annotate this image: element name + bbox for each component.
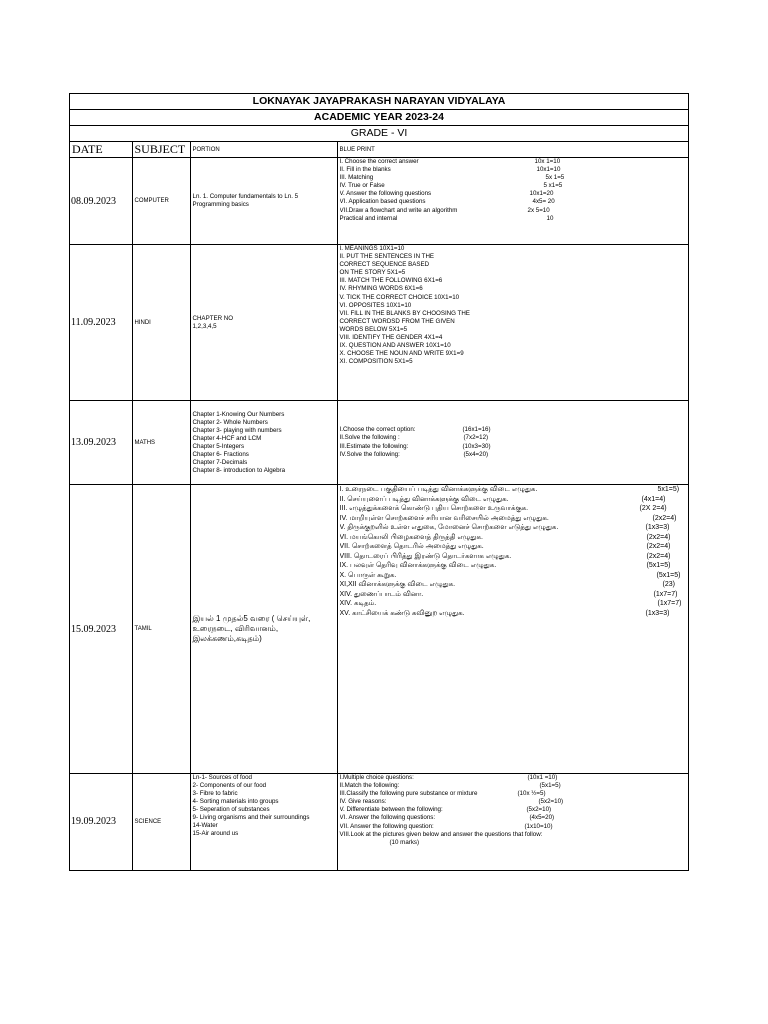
portion-line: Chapter 8- introduction to Algebra [192, 466, 286, 474]
subject-name: HINDI [132, 245, 190, 401]
blueprint-line [340, 774, 687, 782]
blueprint-line [340, 609, 687, 619]
academic-year: ACADEMIC YEAR 2023-24 [70, 110, 688, 126]
blueprint-line [340, 590, 687, 600]
blueprint-line: VI. OPPOSITES 10X1=10 [339, 301, 412, 309]
portion-line: உரைநடை, விரிவானம், [192, 624, 279, 633]
blueprint-marks: (5x1=5) [646, 562, 671, 569]
header-blueprint: BLUE PRINT [337, 142, 688, 158]
blueprint-line: (10 marks) [389, 838, 420, 846]
portion-line: 9- Living organisms and their surroundings [192, 814, 310, 821]
blueprint-text: VI. Application based questions [339, 198, 426, 206]
blueprint-line [340, 174, 687, 182]
portion-line: இயல் 1 முதல்5 வரை ( செய்யுள், [192, 614, 311, 623]
blueprint-line [340, 823, 687, 831]
blueprint-line: XI. COMPOSITION 5X1=5 [339, 358, 413, 366]
blueprint-cell [337, 774, 688, 870]
portion-cell [190, 401, 337, 485]
header-subject: SUBJECT [132, 142, 190, 158]
blueprint-text: I. Choose the correct answer [339, 158, 419, 165]
blueprint-marks: (1x10=10) [524, 822, 553, 830]
blueprint-text: V. Differentiate between the following: [339, 806, 443, 814]
exam-date: 11.09.2023 [70, 245, 132, 401]
portion-line: Chapter 1-Knowing Our Numbers [192, 410, 285, 418]
blueprint-line [340, 514, 687, 524]
blueprint-line [340, 207, 687, 215]
blueprint-marks: (2x2=4) [652, 514, 677, 522]
portion-line: இலக்கணம்,கடிதம்) [192, 634, 262, 643]
blueprint-marks: (10x1 =10) [527, 774, 558, 781]
blueprint-line: ON THE STORY 5X1=5 [339, 269, 406, 277]
portion-line: 3- Fibre to fabric [192, 790, 238, 797]
blueprint-marks: (4x1=4) [641, 495, 666, 503]
portion-line: Chapter 3- playing with numbers [192, 426, 282, 434]
header-portion: PORTION [190, 142, 337, 158]
blueprint-text: III.Estimate the following: [339, 442, 409, 450]
blueprint-text: III.Classify the following pure substance or mixture [339, 790, 478, 798]
exam-schedule-table [70, 142, 688, 870]
exam-date: 15.09.2023 [70, 485, 132, 774]
blueprint-line: V. TICK THE CORRECT CHOICE 10X1=10 [339, 293, 460, 301]
blueprint-line [340, 485, 687, 495]
blueprint-text: I.Choose the correct option: [339, 426, 416, 434]
blueprint-marks: 2x 5=10 [527, 206, 550, 214]
portion-line: 14-Water [192, 822, 218, 829]
portion-cell [190, 774, 337, 870]
portion-cell [190, 485, 337, 774]
blueprint-marks: (23) [662, 581, 675, 588]
blueprint-line [340, 523, 687, 533]
blueprint-text: XIV. கடிதம். [339, 600, 377, 607]
blueprint-line [340, 580, 687, 590]
blueprint-text: V. Answer the following questions [339, 190, 432, 198]
blueprint-marks: 10 [546, 214, 554, 222]
blueprint-text: VII. Answer the following question: [339, 822, 434, 830]
blueprint-line [340, 451, 687, 459]
blueprint-line [340, 158, 687, 166]
portion-line: 15-Air around us [192, 830, 239, 837]
blueprint-line: I. MEANINGS 10X1=10 [339, 245, 405, 252]
blueprint-marks: 10x1=20 [529, 190, 554, 198]
blueprint-line: VII. FILL IN THE BLANKS BY CHOOSING THE [339, 309, 470, 317]
portion-cell [190, 158, 337, 245]
blueprint-text: III. எழுத்துக்களைக் கொண்டு புதிய சொற்களை உருவாக்குக. [339, 505, 529, 512]
blueprint-line: CORRECT SEQUENCE BASED [339, 261, 430, 269]
timetable-sheet [69, 93, 689, 871]
blueprint-line [340, 504, 687, 514]
blueprint-marks: (1x3=3) [645, 609, 670, 617]
portion-line: Programming basics [192, 201, 249, 208]
blueprint-line: IV. RHYMING WORDS 6X1=6 [339, 285, 423, 293]
subject-name: SCIENCE [132, 774, 190, 870]
blueprint-marks: (1x7=7) [653, 590, 678, 598]
blueprint-text: II. செய்யுளைப் படித்து வினாக்களுக்கு விடை எழுதுக. [339, 495, 509, 503]
blueprint-text: II.Solve the following : [339, 434, 400, 442]
portion-line: Ln-1- Sources of food [192, 774, 253, 781]
portion-line: Chapter 4-HCF and LCM [192, 434, 262, 442]
blueprint-line [340, 182, 687, 190]
blueprint-line [340, 798, 687, 806]
school-name: LOKNAYAK JAYAPRAKASH NARAYAN VIDYALAYA [70, 94, 688, 110]
blueprint-marks: 5x1=5) [657, 486, 680, 493]
blueprint-line [340, 552, 687, 562]
blueprint-text: IV. Give reasons: [339, 798, 387, 806]
blueprint-text: IV.Solve the following: [339, 450, 400, 458]
blueprint-line [340, 190, 687, 198]
blueprint-marks: (2X 2=4) [639, 505, 667, 512]
blueprint-line [340, 215, 687, 223]
blueprint-line [340, 599, 687, 609]
blueprint-line [340, 533, 687, 543]
header-date: DATE [70, 142, 132, 158]
blueprint-line [340, 166, 687, 174]
portion-cell [190, 245, 337, 401]
blueprint-line [340, 571, 687, 581]
blueprint-line [340, 782, 687, 790]
blueprint-marks: 4x5= 20 [532, 198, 555, 206]
portion-line: 2- Components of our food [192, 782, 267, 789]
blueprint-cell [337, 245, 688, 401]
blueprint-marks: (5x1=5) [539, 782, 561, 790]
blueprint-line: VIII.Look at the pictures given below and answer the questions that follow: [339, 830, 543, 838]
subject-name: COMPUTER [132, 158, 190, 245]
blueprint-text: Practical and internal [339, 214, 398, 222]
blueprint-text: X. பொருள் கூறுக. [339, 571, 397, 579]
blueprint-marks: (5x1=5) [656, 571, 681, 579]
portion-line: Chapter 5-Integers [192, 442, 245, 450]
blueprint-line: X. CHOOSE THE NOUN AND WRITE 9X1=9 [339, 350, 464, 358]
exam-date: 13.09.2023 [70, 401, 132, 485]
row-science [70, 774, 688, 870]
blueprint-marks: (10x ½=5) [517, 790, 546, 798]
blueprint-text: VI. Answer the following questions: [339, 814, 436, 822]
blueprint-marks: 5 x1=5 [543, 182, 563, 190]
exam-date: 19.09.2023 [70, 774, 132, 870]
blueprint-cell [337, 485, 688, 774]
blueprint-text: XI,XII வினாக்களுக்கு விடை எழுதுக. [339, 581, 456, 588]
portion-line: Chapter 6- Fractions [192, 450, 249, 458]
grade-label: GRADE - VI [70, 126, 688, 142]
table-header-row [70, 142, 688, 158]
blueprint-marks: (7x2=12) [463, 434, 489, 442]
blueprint-line: VIII. IDENTIFY THE GENDER 4X1=4 [339, 334, 443, 342]
portion-line: CHAPTER NO [192, 314, 234, 322]
blueprint-text: IX. பலவுள் தெரிவு வினாக்களுக்கு விடை எழுதுக. [339, 562, 497, 569]
exam-date: 08.09.2023 [70, 158, 132, 245]
row-maths [70, 401, 688, 485]
blueprint-line: III. MATCH THE FOLLOWING 6X1=6 [339, 277, 443, 285]
blueprint-marks: 10x1=10 [536, 166, 561, 174]
portion-line: Ln. 1. Computer fundamentals to Ln. 5 [192, 193, 299, 200]
portion-line: 5- Seperation of substances [192, 806, 270, 813]
blueprint-text: V. திருக்குறளில் உள்ள எதுகை, மோனைச் சொற்களை எடுத்து எழுதுக. [339, 524, 559, 531]
blueprint-marks: (5x4=20) [463, 450, 489, 458]
blueprint-line [340, 443, 687, 451]
blueprint-text: I.Multiple choice questions: [339, 774, 414, 781]
blueprint-marks: (2x2=4) [646, 543, 671, 550]
portion-line: Chapter 7-Decimals [192, 458, 248, 466]
blueprint-marks: (2x2=4) [646, 533, 671, 541]
row-hindi [70, 245, 688, 401]
blueprint-line [340, 806, 687, 814]
row-tamil [70, 485, 688, 774]
blueprint-line: II. PUT THE SENTENCES IN THE [339, 253, 435, 261]
blueprint-line [340, 434, 687, 442]
blueprint-text: II.Match the following: [339, 782, 400, 790]
blueprint-cell [337, 401, 688, 485]
blueprint-text: XV. காட்சியைக் கண்டு கவினுற எழுதுக. [339, 609, 465, 617]
blueprint-marks: (4x5=20) [529, 814, 555, 822]
blueprint-marks: 10x 1=10 [534, 158, 561, 165]
blueprint-text: VII. சொற்களைத் தொடரில் அமைத்து எழுதுக. [339, 543, 484, 550]
blueprint-line [340, 814, 687, 822]
blueprint-marks: (5x2=10) [538, 798, 564, 806]
portion-line: 1,2,3,4,5 [192, 322, 217, 330]
blueprint-line [340, 542, 687, 552]
blueprint-marks: (2x2=4) [646, 552, 671, 560]
blueprint-line [340, 495, 687, 505]
blueprint-text: II. Fill in the blanks [339, 166, 391, 174]
blueprint-text: VI. மயங்கொலி பிழைகளைத் திருத்தி எழுதுக. [339, 533, 483, 541]
blueprint-line [340, 790, 687, 798]
row-computer [70, 158, 688, 245]
blueprint-line [340, 561, 687, 571]
blueprint-marks: (1x7=7) [657, 600, 682, 607]
portion-line: 4- Sorting materials into groups [192, 798, 279, 805]
blueprint-line: CORRECT WORDSD FROM THE GIVEN [339, 317, 455, 325]
blueprint-text: VIII. தொடரைப் பிரித்து இரண்டு தொடர்களாக எழுதுக. [339, 552, 512, 560]
blueprint-cell [337, 158, 688, 245]
blueprint-text: XIV. துணைப்பாடம் வினா. [339, 590, 424, 598]
blueprint-text: IV. மாறியுள்ள சொற்களைச் சரியான வரிசையில் அமைத்து எழுதுக. [339, 514, 549, 522]
subject-name: MATHS [132, 401, 190, 485]
subject-name: TAMIL [132, 485, 190, 774]
blueprint-marks: (5x2=10) [526, 806, 552, 814]
blueprint-line [340, 426, 687, 434]
blueprint-marks: (16x1=16) [462, 426, 491, 434]
blueprint-line: IX. QUESTION AND ANSWER 10X1=10 [339, 342, 451, 350]
blueprint-line [340, 198, 687, 206]
portion-line: Chapter 2- Whole Numbers [192, 418, 268, 426]
blueprint-marks: 5x 1=5 [545, 174, 565, 182]
blueprint-marks: (1x3=3) [645, 524, 670, 531]
blueprint-line: WORDS BELOW 5X1=5 [339, 325, 408, 333]
blueprint-marks: (10x3=30) [462, 442, 491, 450]
blueprint-text: I. உரைநடை பகுதியைப் படித்து வினாக்களுக்கு விடை எழுதுக. [339, 486, 538, 493]
blueprint-text: III. Matching [339, 174, 374, 182]
blueprint-text: IV. True or False [339, 182, 385, 190]
blueprint-text: VII.Draw a flowchart and write an algorithm [339, 206, 458, 214]
